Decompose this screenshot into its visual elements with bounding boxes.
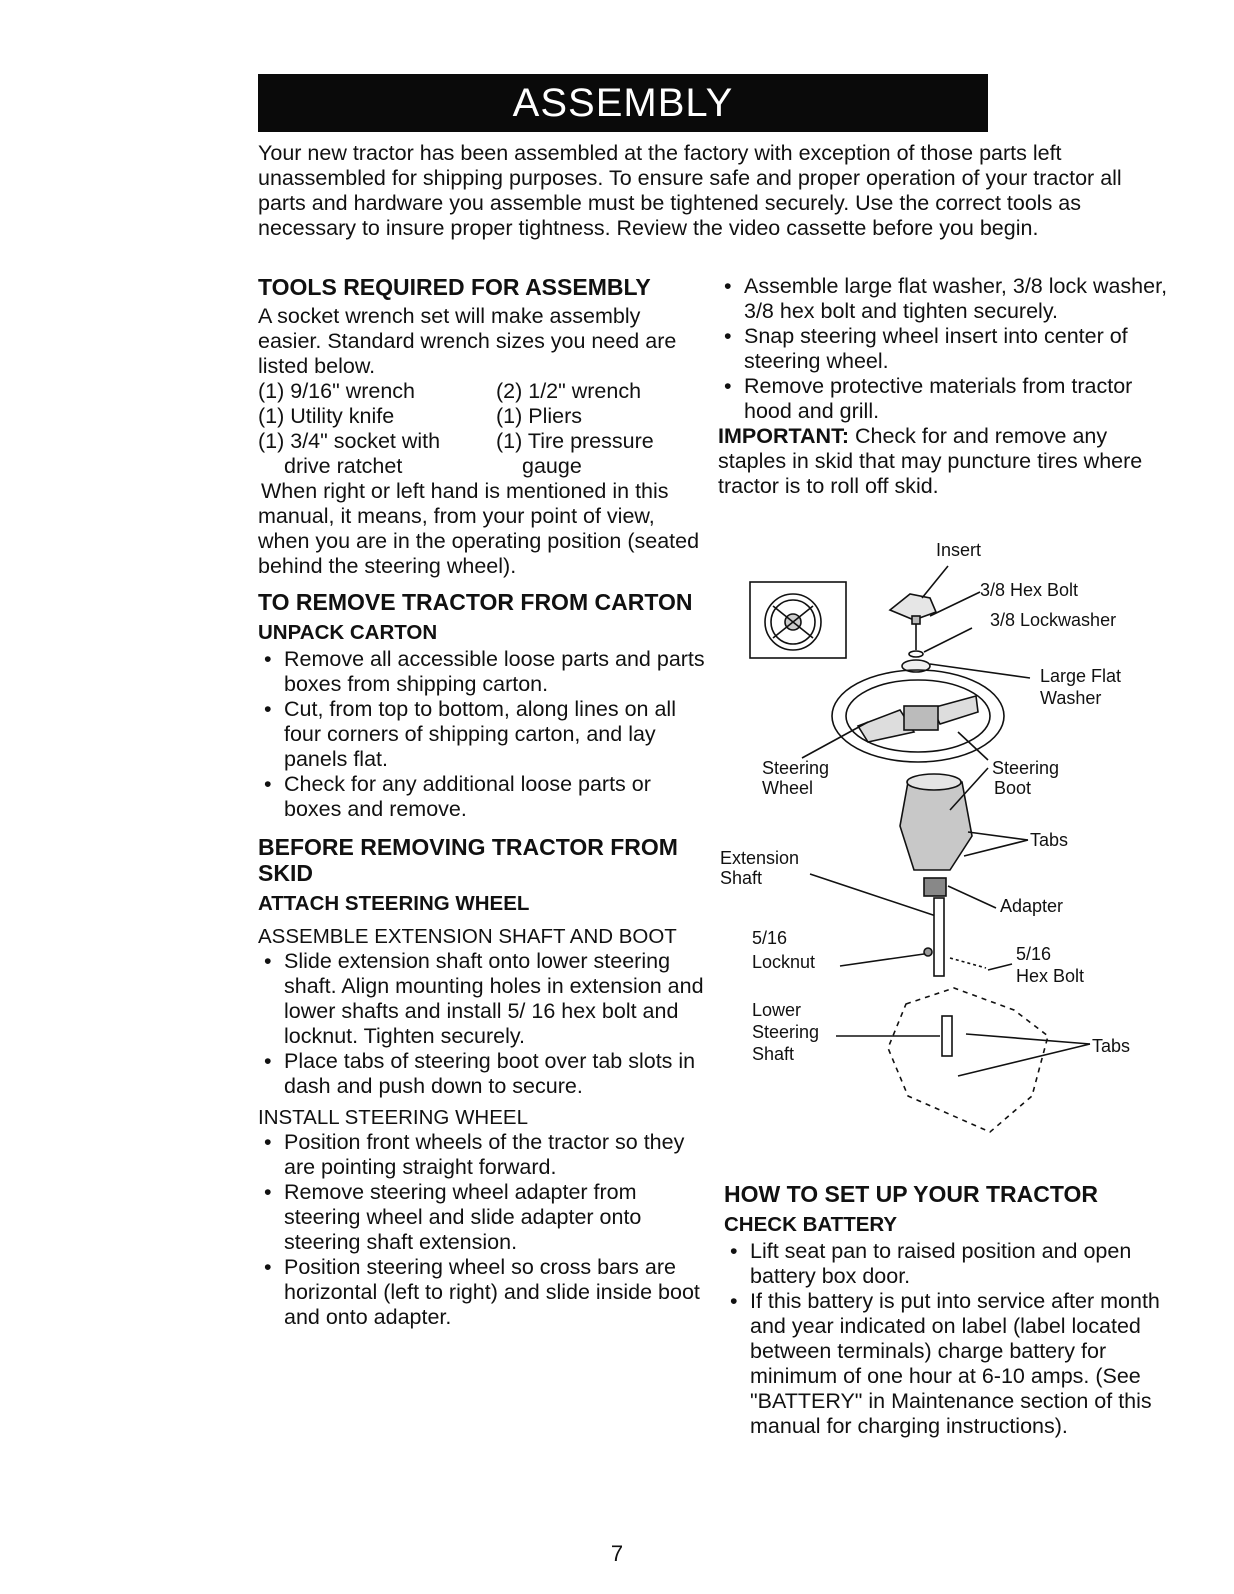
tools-text: A socket wrench set will make assembly easier. Standard wrench sizes you need are listed below. [258, 304, 677, 378]
list-item: • Position steering wheel so cross bars are horizontal (left to right) and slide inside boot and onto adapter. [258, 1255, 708, 1330]
list-item: • Remove protective materials from tractor hood and grill. [718, 374, 1168, 424]
label-adapter: Adapter [1000, 896, 1064, 916]
right-column [718, 274, 1168, 499]
list-item: • Position front wheels of the tractor so they are pointing straight forward. [258, 1130, 708, 1180]
label-lower: Lower [752, 1000, 802, 1020]
label-tabs-lower: Tabs [1092, 1036, 1131, 1056]
list-item: • Remove steering wheel adapter from steering wheel and slide adapter onto steering shaft extension. [258, 1180, 708, 1255]
list-item: • Assemble large flat washer, 3/8 lock washer, 3/8 hex bolt and tighten securely. [718, 274, 1168, 324]
assemble-list [718, 274, 1168, 424]
label-locknut-size: 5/16 [752, 928, 788, 948]
list-item: • Cut, from top to bottom, along lines on all four corners of shipping carton, and lay panels flat. [258, 697, 708, 772]
step2-title: INSTALL STEERING WHEEL [258, 1106, 528, 1129]
label-washer: Washer [1040, 688, 1102, 708]
page-title-banner: ASSEMBLY [258, 74, 988, 132]
label-steering-wheel: Steering [762, 758, 830, 778]
label-steering-boot: Steering [992, 758, 1060, 778]
tool-item: (1) Tire pressure [496, 429, 654, 453]
intro-paragraph: Your new tractor has been assembled at the factory with exception of those parts left unassembled for shipping purposes. To ensure safe and proper operation of your tractor all parts and hardware you assemble must be tightened securely. Use the correct tools as necessary to insure proper tightness. Review the video cassette before you begin. [258, 141, 1122, 240]
list-item: • Snap steering wheel insert into center of steering wheel. [718, 324, 1168, 374]
label-lower-shaft: Shaft [752, 1044, 795, 1064]
tool-item: gauge [522, 454, 582, 478]
label-shaft: Shaft [720, 868, 763, 888]
important-label: IMPORTANT: [718, 424, 849, 448]
list-item: • Lift seat pan to raised position and open battery box door. [724, 1239, 1164, 1289]
unpack-subheading: UNPACK CARTON [258, 621, 438, 644]
battery-list [724, 1239, 1164, 1439]
step2-list [258, 1130, 708, 1330]
list-item: • Place tabs of steering boot over tab slots in dash and push down to secure. [258, 1049, 708, 1099]
tool-item: (2) 1/2" wrench [496, 379, 642, 403]
before-heading: BEFORE REMOVING TRACTOR FROM SKID [258, 834, 678, 886]
tool-item: (1) Pliers [496, 404, 583, 428]
label-hex-bolt-size: 5/16 [1016, 944, 1052, 964]
page-number: 7 [610, 1541, 624, 1566]
list-item: • If this battery is put into service after month and year indicated on label (label located between terminals) charge battery for minimum of one hour at 6-10 amps. (See "BATTERY" in Maintenance section of this manual for charging instructions). [724, 1289, 1164, 1439]
tool-item: (1) 3/4" socket with [258, 429, 441, 453]
attach-subheading: ATTACH STEERING WHEEL [258, 892, 530, 915]
label-tabs-upper: Tabs [1030, 830, 1069, 850]
battery-subheading: CHECK BATTERY [724, 1213, 898, 1236]
remove-heading: TO REMOVE TRACTOR FROM CARTON [258, 589, 693, 615]
label-extension: Extension [720, 848, 800, 868]
tool-item: (1) Utility knife [258, 404, 395, 428]
tool-item: (1) 9/16" wrench [258, 379, 416, 403]
important-text: Check for and remove any staples in skid that may puncture tires where tractor is to roll off skid. [718, 424, 1143, 498]
list-item: • Remove all accessible loose parts and parts boxes from shipping carton. [258, 647, 708, 697]
step1-list [258, 949, 708, 1099]
important-note [718, 424, 1168, 499]
label-boot: Boot [994, 778, 1032, 798]
steering-assembly-diagram [718, 536, 1178, 1156]
label-wheel: Wheel [762, 778, 814, 798]
label-hex-bolt-516: Hex Bolt [1016, 966, 1085, 986]
label-locknut: Locknut [752, 952, 816, 972]
label-lower-steering: Steering [752, 1022, 820, 1042]
tools-list [258, 379, 708, 479]
tool-item: drive ratchet [284, 454, 403, 478]
step1-title: ASSEMBLE EXTENSION SHAFT AND BOOT [258, 925, 677, 948]
label-lockwasher: 3/8 Lockwasher [990, 610, 1117, 630]
label-insert: Insert [936, 540, 982, 560]
hand-note: When right or left hand is mentioned in this manual, it means, from your point of view, when you are in the operating position (seated behind the steering wheel). [258, 479, 700, 578]
list-item: • Slide extension shaft onto lower steering shaft. Align mounting holes in extension and lower shafts and install 5/ 16 hex bolt and locknut. Tighten securely. [258, 949, 708, 1049]
setup-section [724, 1181, 1164, 1439]
list-item: • Check for any additional loose parts or boxes and remove. [258, 772, 708, 822]
label-large-flat: Large Flat [1040, 666, 1122, 686]
tools-heading: TOOLS REQUIRED FOR ASSEMBLY [258, 274, 651, 300]
setup-heading: HOW TO SET UP YOUR TRACTOR [724, 1181, 1098, 1207]
left-column [258, 274, 708, 1330]
unpack-list [258, 647, 708, 822]
label-hex-bolt: 3/8 Hex Bolt [980, 580, 1079, 600]
